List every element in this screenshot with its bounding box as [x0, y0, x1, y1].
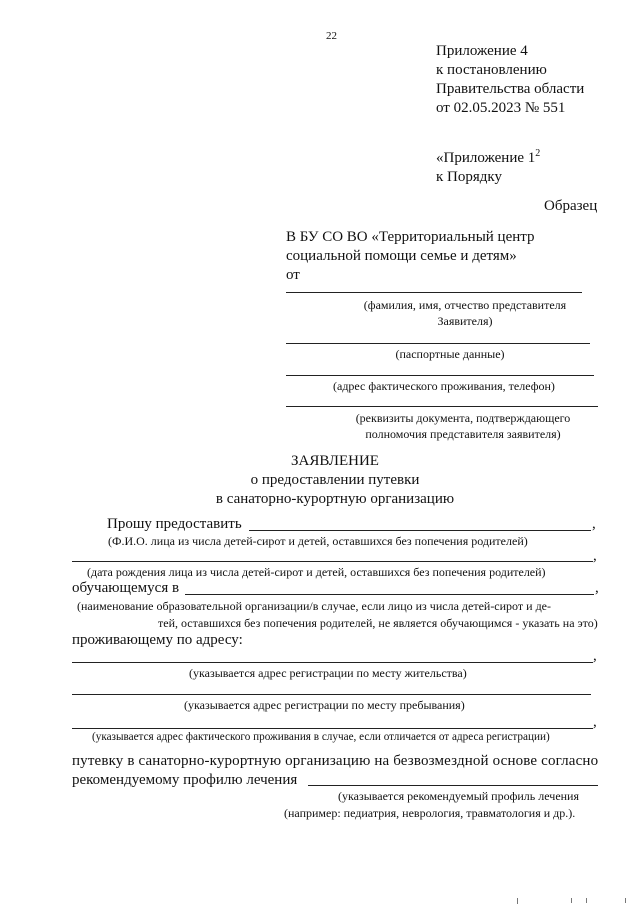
school-caption: (наименование образовательной организации/в случае, если лицо из числа детей-сирот и де- тей, оставшихся без попечения родителей, не является обучающимся - указать на это): [77, 599, 598, 630]
appendix-line-4: от 02.05.2023 № 551: [436, 100, 566, 116]
page-number: 22: [326, 30, 337, 42]
residing-label: проживающему по адресу:: [72, 632, 243, 648]
actual-address-caption: (указывается адрес фактического проживания в случае, если отличается от адреса регистрации): [92, 731, 550, 743]
title-main: ЗАЯВЛЕНИЕ: [291, 453, 379, 469]
comma-1: ,: [592, 516, 596, 532]
comma-4: ,: [593, 648, 597, 664]
comma-2: ,: [593, 548, 597, 564]
passport-line[interactable]: [286, 343, 590, 344]
superscript: 2: [535, 148, 541, 159]
child-fio-line[interactable]: [249, 530, 591, 531]
address-phone-caption: (адрес фактического проживания, телефон): [333, 379, 555, 393]
sample-label: Образец: [544, 198, 598, 214]
docs-line[interactable]: [286, 406, 598, 407]
comma-3: ,: [595, 580, 599, 596]
title-sub-2: в санаторно-курортную организацию: [215, 491, 455, 507]
addressee-line-1: В БУ СО ВО «Территориальный центр: [286, 229, 535, 245]
appendix-line-1: Приложение 4: [436, 43, 528, 59]
request-label: Прошу предоставить: [107, 516, 242, 532]
appendix-block: [436, 42, 584, 118]
school-line[interactable]: [185, 594, 594, 595]
profile-line[interactable]: [308, 785, 598, 786]
actual-address-line[interactable]: [72, 728, 593, 729]
appendix-line-3: Правительства области: [436, 81, 585, 97]
statement-title: [0, 452, 640, 509]
profile-caption-2: (например: педиатрия, неврология, травматология и др.).: [284, 806, 576, 820]
profile-caption-1: (указывается рекомендуемый профиль лечения: [338, 789, 580, 803]
studying-label: обучающемуся в: [72, 580, 180, 596]
voucher-line-1: путевку в санаторно-курортную организацию на безвозмездной основе согласно: [72, 753, 599, 769]
fio-caption: (фамилия, имя, отчество представителя Заявителя): [363, 298, 567, 328]
reg-stay-caption: (указывается адрес регистрации по месту пребывания): [184, 698, 465, 712]
appendix2-line-2: к Порядку: [436, 169, 502, 185]
addressee-line-3: от: [286, 267, 300, 283]
scan-mark: [517, 898, 518, 904]
docs-caption: (реквизиты документа, подтверждающего полномочия представителя заявителя): [355, 411, 571, 441]
title-sub-1: о предоставлении путевки: [250, 472, 420, 488]
addressee-line-2: социальной помощи семье и детям»: [286, 248, 517, 264]
scan-mark: [625, 898, 626, 903]
reg-live-line[interactable]: [72, 662, 593, 663]
reg-stay-line[interactable]: [72, 694, 591, 695]
comma-5: ,: [593, 714, 597, 730]
fio-line[interactable]: [286, 292, 582, 293]
birth-date-line[interactable]: [72, 561, 593, 562]
reg-live-caption: (указывается адрес регистрации по месту жительства): [189, 666, 467, 680]
passport-caption: (паспортные данные): [395, 347, 505, 361]
voucher-line-2: рекомендуемому профилю лечения: [72, 772, 298, 788]
appendix2-block: [436, 144, 540, 187]
address-phone-line[interactable]: [286, 375, 594, 376]
addressee-block: [286, 228, 535, 285]
birth-date-caption: (дата рождения лица из числа детей-сирот и детей, оставшихся без попечения родителей): [87, 565, 546, 579]
appendix2-line-1: «Приложение $1^2$: [436, 148, 541, 166]
child-fio-caption: (Ф.И.О. лица из числа детей-сирот и детей, оставшихся без попечения родителей): [108, 534, 528, 548]
scan-mark: [571, 898, 587, 903]
appendix-line-2: к постановлению: [436, 62, 547, 78]
